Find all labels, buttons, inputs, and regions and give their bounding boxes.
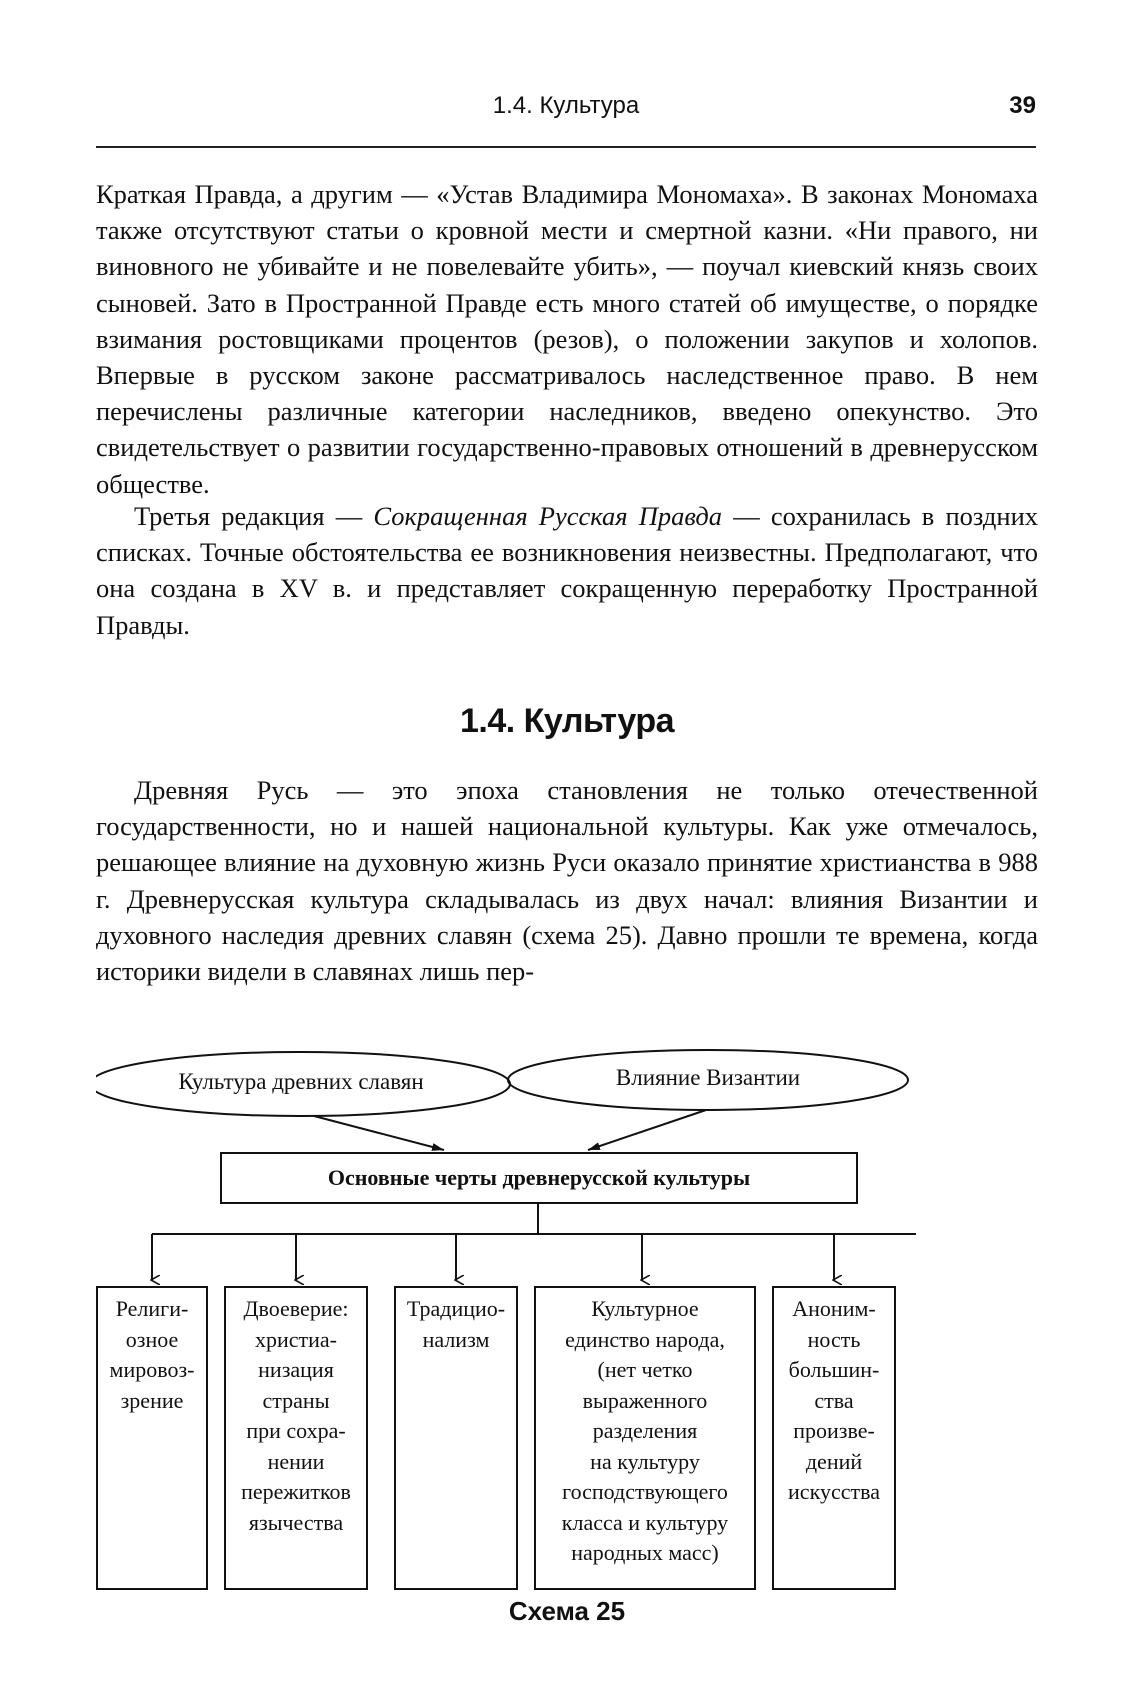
running-header-title: 1.4. Культура xyxy=(492,92,640,119)
source-right-label: Влияние Византии xyxy=(615,1065,801,1090)
feature-3-line: нализм xyxy=(422,1326,490,1352)
feature-4-line: на культуру xyxy=(590,1448,700,1474)
feature-box-4 xyxy=(534,1286,756,1590)
feature-4-line: господствующего xyxy=(562,1479,728,1504)
paragraph-1 xyxy=(96,176,1038,502)
feature-box-5 xyxy=(772,1286,896,1590)
paragraph-3 xyxy=(96,772,1038,989)
feature-4-line: Культурное xyxy=(591,1296,699,1321)
feature-4-line: единство народа, xyxy=(565,1326,725,1352)
feature-3-line: Традицио- xyxy=(406,1296,506,1321)
feature-1-line: мировоз- xyxy=(109,1357,195,1382)
feature-4-line: разделения xyxy=(592,1418,698,1443)
feature-1-line: зрение xyxy=(120,1387,184,1413)
feature-box-1 xyxy=(96,1286,208,1590)
paragraph-2-text xyxy=(96,498,1038,643)
feature-5-line: ность xyxy=(807,1326,861,1352)
feature-box-2 xyxy=(224,1286,368,1590)
feature-2-line: христиа- xyxy=(254,1326,338,1352)
section-title: 1.4. Культура xyxy=(459,702,675,740)
feature-2-line: пережитков xyxy=(241,1479,351,1504)
feature-2-line: Двоеверие: xyxy=(243,1296,349,1321)
feature-2-line: при сохра- xyxy=(246,1418,346,1443)
diagram-scheme-25 xyxy=(96,1040,1016,1600)
diagram-caption: Схема 25 xyxy=(508,1596,626,1626)
feature-5-line: большин- xyxy=(788,1357,880,1382)
feature-4-line: народных масс) xyxy=(571,1540,719,1565)
feature-5-line: произве- xyxy=(793,1418,875,1443)
feature-5-line: дений xyxy=(805,1448,863,1474)
feature-4-line: (нет четко xyxy=(597,1357,693,1382)
paragraph-2-emphasis: Сокращенная Русская Правда xyxy=(373,501,723,531)
feature-1-line: озное xyxy=(125,1326,179,1352)
feature-5-line: Аноним- xyxy=(792,1296,876,1321)
feature-5-line: искусства xyxy=(788,1479,880,1504)
feature-2-line: нении xyxy=(267,1448,325,1474)
source-left-label: Культура древних славян xyxy=(178,1069,424,1094)
paragraph-2-start: Третья редакция — xyxy=(134,501,374,531)
feature-box-3 xyxy=(394,1286,518,1590)
center-box-label: Основные черты древнерусской культуры xyxy=(327,1165,751,1190)
feature-1-line: Религи- xyxy=(115,1296,189,1321)
feature-2-line: низация xyxy=(258,1357,334,1382)
page-number: 39 xyxy=(1009,92,1036,119)
running-header xyxy=(96,92,1036,132)
feature-5-line: ства xyxy=(814,1387,854,1413)
arrow-left-to-center xyxy=(314,1116,444,1150)
paragraph-2 xyxy=(96,498,1038,643)
feature-2-line: язычества xyxy=(248,1509,344,1535)
paragraph-2-end: — сохранилась в поздних списках. Точные обстоятельства ее возникновения неизвестны. Предполагают, что она создана в XV в. и представляет сокращенную переработку Пространной Правды. xyxy=(96,501,1038,640)
arrow-right-to-center xyxy=(588,1110,706,1150)
paragraph-3-text: Древняя Русь — это эпоха становления не только отечественной государственности, но и нашей национальной культуры. Как уже отмечалось, решающее влияние на духовную жизнь Руси оказало принятие христианства в 988 г. Древнерусская культура складывалась из двух начал: влияния Византии и духовного наследия древних славян (схема 25). Давно прошли те времена, когда историки видели в славянах лишь пер- xyxy=(96,775,1038,987)
feature-4-line: выраженного xyxy=(582,1387,708,1413)
feature-2-line: страны xyxy=(262,1387,330,1413)
paragraph-1-text: Краткая Правда, а другим — «Устав Владимира Мономаха». В законах Мономаха также отсутствуют статьи о кровной мести и смертной казни. «Ни правого, ни виновного не убивайте и не повелевайте убить», — поучал киевский князь своих сыновей. Зато в Пространной Правде есть много статей об имуществе, о порядке взимания ростовщиками процентов (резов), о положении закупов и холопов. Впервые в русском законе рассматривалось наследственное право. В нем перечислены различные категории наследников, введено опекунство. Это свидетельствует о развитии государственно-правовых отношений в древнерусском обществе. xyxy=(96,179,1038,499)
header-rule xyxy=(96,146,1036,148)
feature-4-line: класса и культуру xyxy=(561,1509,729,1535)
center-box xyxy=(220,1152,858,1204)
